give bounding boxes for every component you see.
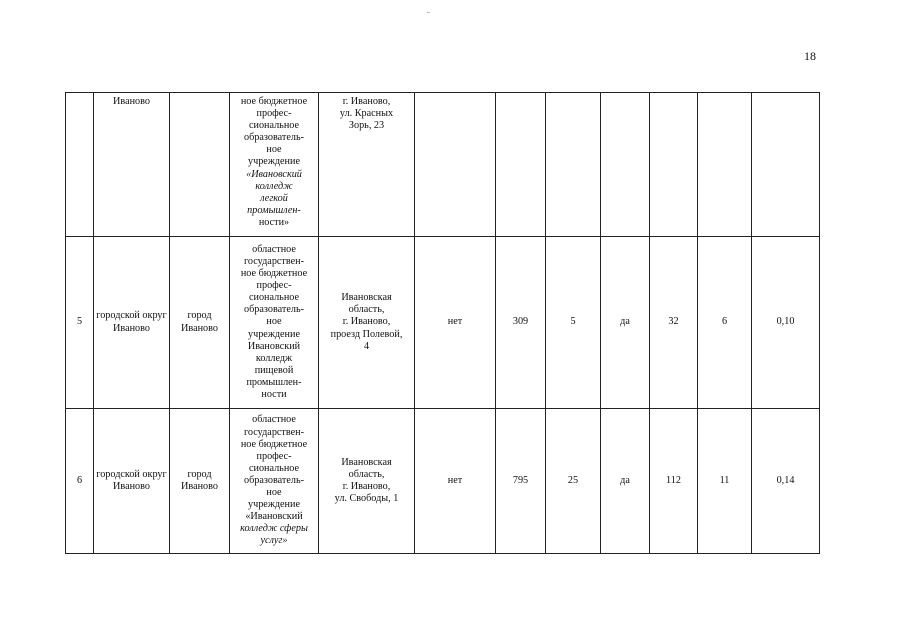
organization-line: «Ивановский (246, 168, 302, 180)
organization-line: образователь- (244, 304, 304, 316)
value-cell-5: 112 (650, 409, 698, 554)
settlement-cell (170, 93, 230, 237)
address-line: область, (348, 304, 385, 316)
organization-line: пищевой (254, 364, 294, 376)
organization-line: «Ивановский (245, 511, 303, 523)
table-row (66, 237, 820, 409)
organization-line: учреждение (247, 499, 300, 511)
address-line: проезд Полевой, (330, 328, 403, 340)
organization-line: сиональное (248, 120, 300, 132)
value-cell-2: 795 (496, 409, 546, 554)
value-cell-6: 11 (698, 409, 752, 554)
value-cell-3 (546, 93, 601, 237)
organization-line: услуг» (260, 535, 288, 547)
table-row (66, 93, 820, 237)
organization-line: промышлен- (246, 376, 302, 388)
organization-line: сиональное (248, 292, 300, 304)
address-line: г. Иваново, (342, 96, 391, 107)
organization-cell (230, 237, 319, 409)
address-cell (319, 237, 415, 409)
organization-line: ное бюджетное (240, 96, 308, 107)
value-cell-7: 0,10 (752, 237, 820, 409)
value-cell-2: 309 (496, 237, 546, 409)
data-table (65, 92, 820, 554)
organization-line: профес- (256, 280, 292, 292)
address-cell (319, 409, 415, 554)
organization-line: колледж сферы (240, 523, 308, 535)
organization-line: ности» (258, 216, 290, 228)
organization-line: ное (266, 144, 282, 156)
value-cell-1: нет (415, 237, 496, 409)
organization-line: сиональное (248, 462, 300, 474)
organization-line: профес- (256, 108, 292, 120)
organization-line: учреждение (247, 328, 300, 340)
organization-line: ное (266, 487, 282, 499)
value-cell-1 (415, 93, 496, 237)
value-cell-4: да (601, 409, 650, 554)
address-line: г. Иваново, (342, 481, 391, 492)
value-cell-2 (496, 93, 546, 237)
address-line: г. Иваново, (342, 316, 391, 328)
organization-line: колледж (255, 352, 293, 364)
scan-speck (427, 12, 430, 13)
page-number: 18 (804, 49, 816, 63)
row-number-cell (66, 93, 94, 237)
address-line: ул. Свободы, 1 (334, 493, 399, 505)
row-number-cell: 6 (66, 409, 94, 554)
organization-line: Ивановский (247, 340, 301, 352)
organization-line: ное бюджетное (240, 268, 308, 280)
table-row (66, 409, 820, 554)
organization-line: государствен- (244, 255, 304, 267)
organization-line: промышлен- (247, 204, 301, 216)
district-cell: городской округ Иваново (94, 237, 170, 409)
district-cell: городской округ Иваново (94, 409, 170, 554)
organization-line: ное бюджетное (240, 438, 308, 450)
organization-line: областное (252, 243, 296, 255)
organization-line: государствен- (244, 426, 304, 438)
organization-line: ное (266, 316, 282, 328)
address-line: Зорь, 23 (348, 120, 385, 132)
value-cell-3: 25 (546, 409, 601, 554)
organization-line: колледж (255, 180, 293, 192)
value-cell-4 (601, 93, 650, 237)
value-cell-3: 5 (546, 237, 601, 409)
organization-line: областное (252, 414, 296, 426)
organization-cell (230, 409, 319, 554)
value-cell-7 (752, 93, 820, 237)
value-cell-5: 32 (650, 237, 698, 409)
address-cell (319, 93, 415, 237)
organization-line: ности (261, 389, 287, 401)
address-line: область, (348, 468, 385, 480)
address-line: ул. Красных (339, 108, 394, 120)
organization-line: образователь- (244, 132, 304, 144)
row-number-cell: 5 (66, 237, 94, 409)
address-line: 4 (363, 340, 370, 352)
organization-cell (230, 93, 319, 237)
organization-line: образователь- (244, 474, 304, 486)
value-cell-5 (650, 93, 698, 237)
value-cell-6: 6 (698, 237, 752, 409)
address-line: Ивановская (341, 292, 392, 304)
settlement-cell: город Иваново (170, 409, 230, 554)
value-cell-6 (698, 93, 752, 237)
value-cell-1: нет (415, 409, 496, 554)
district-cell: Иваново (94, 93, 170, 237)
value-cell-4: да (601, 237, 650, 409)
value-cell-7: 0,14 (752, 409, 820, 554)
settlement-cell: город Иваново (170, 237, 230, 409)
organization-line: учреждение (247, 156, 300, 168)
address-line: Ивановская (341, 456, 392, 468)
organization-line: легкой (260, 192, 288, 204)
organization-line: профес- (256, 450, 292, 462)
